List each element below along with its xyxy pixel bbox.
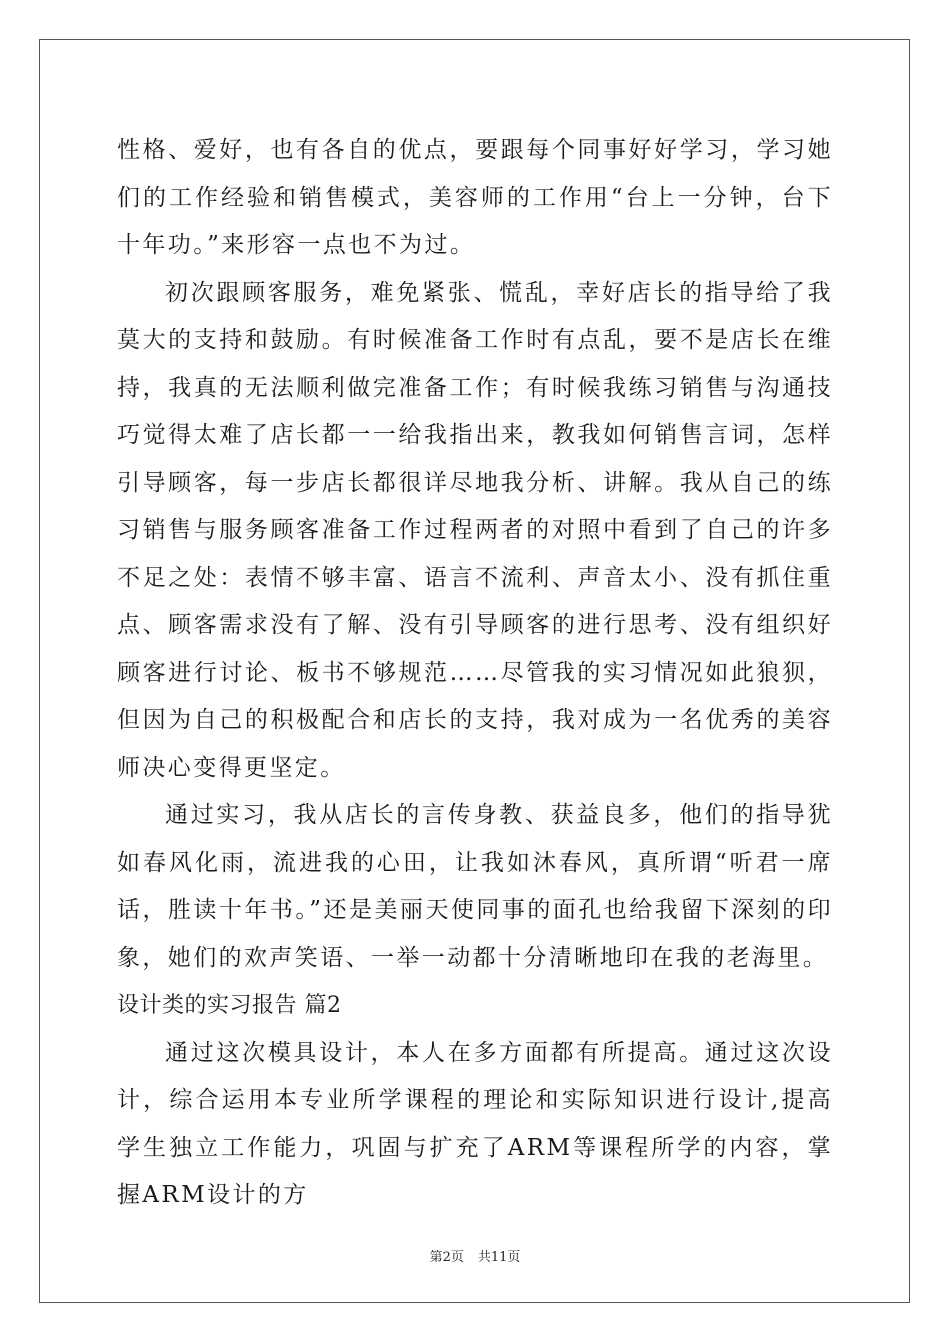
page-footer: [0, 1246, 950, 1265]
section-heading: 设计类的实习报告 篇2: [117, 993, 342, 1018]
page-number: 第2页: [429, 1250, 464, 1265]
document-body: [117, 127, 833, 1220]
paragraph-3: 通过实习，我从店长的言传身教、获益良多，他们的指导犹如春风化雨，流进我的心田，让我如沐春风，真所谓“听君一席话，胜读十年书。”还是美丽天使同事的面孔也给我留下深刻的印象，她们的欢声笑语、一举一动都十分清晰地印在我的老海里。: [117, 802, 833, 971]
paragraph-1: 性格、爱好，也有各自的优点，要跟每个同事好好学习，学习她们的工作经验和销售模式，美容师的工作用“台上一分钟，台下十年功。”来形容一点也不为过。: [117, 137, 833, 258]
page-total: 共11页: [477, 1250, 521, 1265]
paragraph-2: 初次跟顾客服务，难免紧张、慌乱，幸好店长的指导给了我莫大的支持和鼓励。有时候准备工作时有点乱，要不是店长在维持，我真的无法顺利做完准备工作；有时候我练习销售与沟通技巧觉得太难了店长都一一给我指出来，教我如何销售言词，怎样引导顾客，每一步店长都很详尽地我分析、讲解。我从自己的练习销售与服务顾客准备工作过程两者的对照中看到了自己的许多不足之处：表情不够丰富、语言不流利、声音太小、没有抓住重点、顾客需求没有了解、没有引导顾客的进行思考、没有组织好顾客进行讨论、板书不够规范……尽管我的实习情况如此狼狈，但因为自己的积极配合和店长的支持，我对成为一名优秀的美容师决心变得更坚定。: [117, 279, 833, 781]
paragraph-4: 通过这次模具设计，本人在多方面都有所提高。通过这次设计，综合运用本专业所学课程的理论和实际知识进行设计,提高学生独立工作能力，巩固与扩充了ARM等课程所学的内容，掌握ARM设计的方: [117, 1039, 833, 1208]
